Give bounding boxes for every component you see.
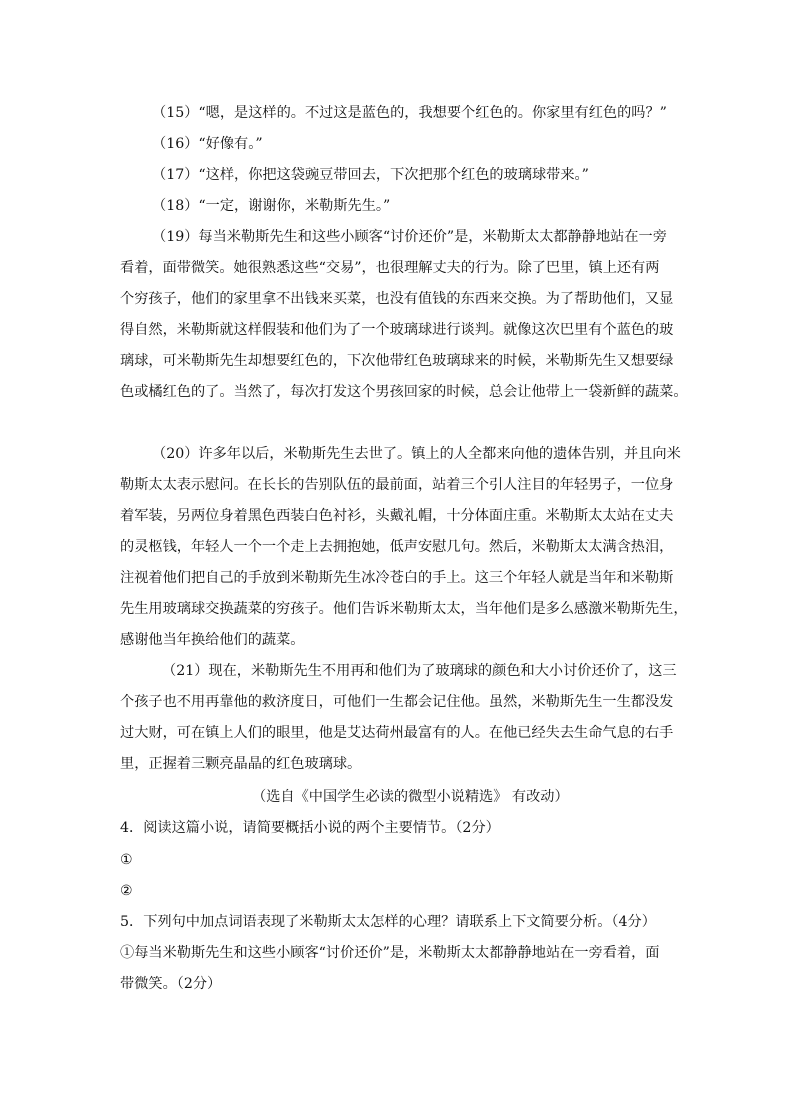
para19-line-4: 得自然，米勒斯就这样假装和他们为了一个玻璃球进行谈判。就像这次巴里有个蓝色的玻 <box>120 322 674 338</box>
dialogue-17: （17）“这样，你把这袋豌豆带回去，下次把那个红色的玻璃球带来。” <box>152 167 589 183</box>
para19-line-5: 璃球，可米勒斯先生却想要红色的，下次他带红色玻璃球来的时候，米勒斯先生又想要绿 <box>120 353 674 369</box>
dialogue-18: （18）“一定，谢谢你，米勒斯先生。” <box>152 198 391 214</box>
para19-line-1: （19）每当米勒斯先生和这些小顾客“讨价还价”是，米勒斯太太都静静地站在一旁 <box>152 229 667 245</box>
para20-line-6: 先生用玻璃球交换蔬菜的穷孩子。他们告诉米勒斯太太，当年他们是多么感激米勒斯先生， <box>120 601 688 617</box>
dialogue-15: （15）“嗯，是这样的。不过这是蓝色的，我想要个红色的。你家里有红色的吗？” <box>152 105 667 121</box>
para20-line-3: 着军装，另两位身着黑色西装白色衬衫，头戴礼帽，十分体面庄重。米勒斯太太站在丈夫 <box>120 508 674 524</box>
para21-line-1: （21）现在，米勒斯先生不用再和他们为了玻璃球的颜色和大小讨价还价了，这三 <box>162 663 677 679</box>
para20-line-4: 的灵柩钱，年轻人一个一个走上去拥抱她，低声安慰几句。然后，米勒斯太太满含热泪， <box>120 539 674 555</box>
para20-line-7: 感谢他当年换给他们的蔬菜。 <box>120 632 305 648</box>
question-5: 5．下列句中加点词语表现了米勒斯太太怎样的心理？请联系上下文简要分析。（4分） <box>120 914 656 930</box>
para21-line-4: 里，正握着三颗亮晶晶的红色玻璃球。 <box>120 756 362 772</box>
para20-line-1: （20）许多年以后，米勒斯先生去世了。镇上的人全都来向他的遗体告别，并且向米 <box>152 446 681 462</box>
para21-line-2: 个孩子也不用再靠他的救济度日，可他们一生都会记住他。虽然，米勒斯先生一生都没发 <box>120 694 674 710</box>
question-5-sub-1-line-1: ①每当米勒斯先生和这些小顾客“讨价还价”是，米勒斯太太都静静地站在一旁看着，面 <box>120 945 660 961</box>
dialogue-16: （16）“好像有。” <box>152 136 263 152</box>
question-4: 4．阅读这篇小说，请简要概括小说的两个主要情节。（2分） <box>120 820 500 836</box>
question-5-sub-1-line-2: 带微笑。（2分） <box>120 976 222 992</box>
para21-line-3: 过大财，可在镇上人们的眼里，他是艾达荷州最富有的人。在他已经失去生命气息的右手 <box>120 725 674 741</box>
para20-line-5: 注视着他们把自己的手放到米勒斯先生冰冷苍白的手上。这三个年轻人就是当年和米勒斯 <box>120 570 674 586</box>
source-citation: （选自《中国学生必读的微型小说精选》 有改动） <box>252 789 569 805</box>
para19-line-2: 看着，面带微笑。她很熟悉这些“交易”，也很理解丈夫的行为。除了巴里，镇上还有两 <box>120 260 660 276</box>
para19-line-6: 色或橘红色的了。当然了，每次打发这个男孩回家的时候，总会让他带上一袋新鲜的蔬菜。 <box>120 384 688 400</box>
para20-line-2: 勒斯太太表示慰问。在长长的告别队伍的最前面，站着三个引人注目的年轻男子，一位身 <box>120 477 674 493</box>
question-4-answer-1: ① <box>120 852 133 868</box>
question-4-answer-2: ② <box>120 883 133 899</box>
para19-line-3: 个穷孩子，他们的家里拿不出钱来买菜，也没有值钱的东西来交换。为了帮助他们，又显 <box>120 291 674 307</box>
